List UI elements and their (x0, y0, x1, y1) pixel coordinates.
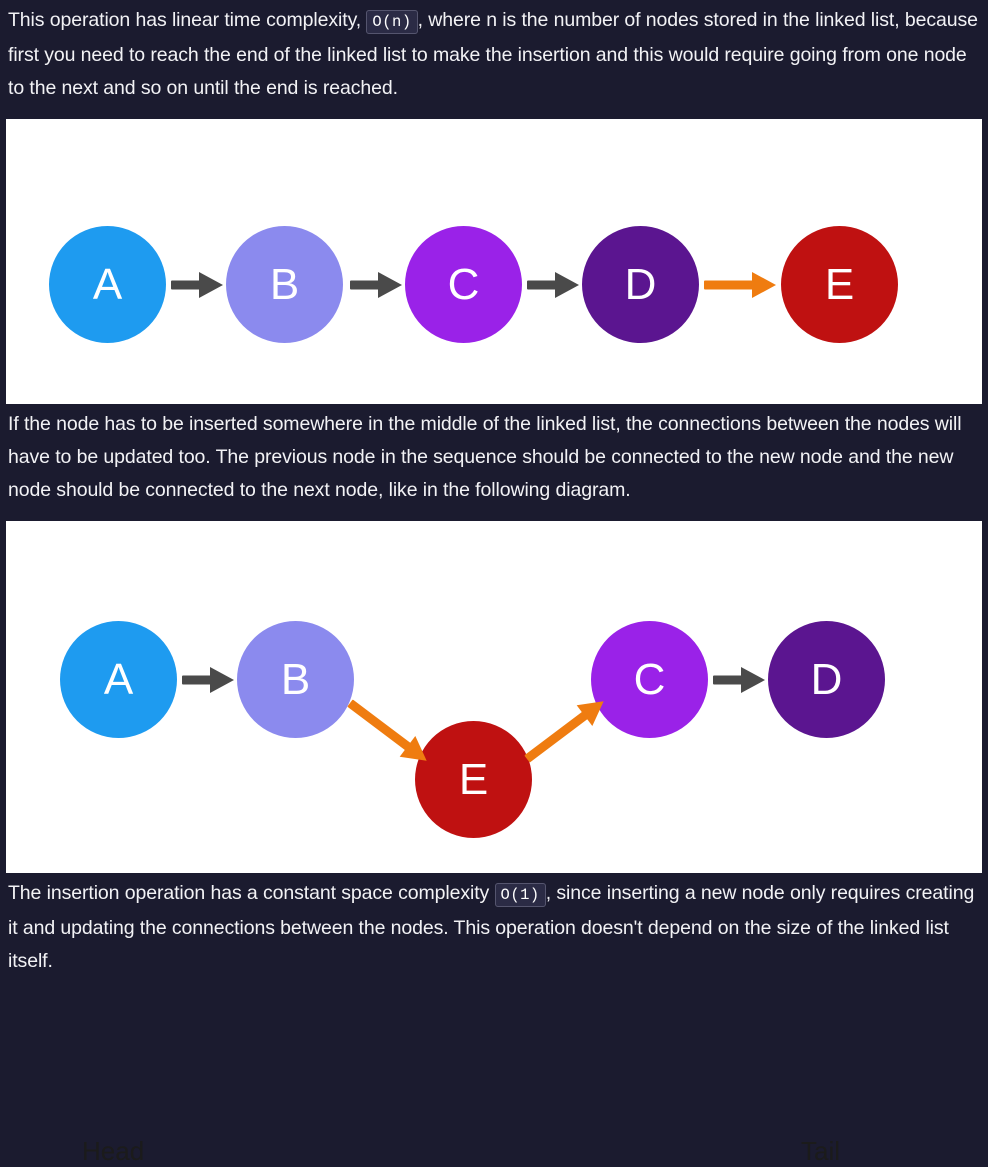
paragraph-time-complexity (0, 0, 988, 107)
inline-code-o-n: O(n) (366, 10, 417, 34)
inline-code-o-1: O(1) (495, 883, 546, 907)
figure2-node-d: D (768, 621, 885, 738)
paragraph-space-complexity (0, 873, 988, 980)
paragraph-1-text-after: , where n is the number of nodes stored in the linked list, because first you need to reach the end of the linked list to make the insertion and this would require going from one node to the next and so on until the end is reached. (8, 9, 978, 99)
figure2-head-label: Head (82, 1136, 145, 1166)
paragraph-1-text-before: This operation has linear time complexity, (8, 9, 367, 31)
paragraph-3-text-after: , since inserting a new node only requires creating it and updating the connections between the nodes. This operation doesn't depend on the size of the linked list itself. (8, 882, 975, 972)
figure1-node-e: E (781, 226, 898, 343)
figure2-node-c: C (591, 621, 708, 738)
figure1-node-b: B (226, 226, 343, 343)
figure1-node-c: C (405, 226, 522, 343)
figure2-node-a: A (60, 621, 177, 738)
figure1-node-a: A (49, 226, 166, 343)
figure2-node-e: E (415, 721, 532, 838)
figure-linked-list-append (6, 119, 982, 404)
figure2-arrow-e-c-highlight (527, 700, 605, 759)
figure1-node-d: D (582, 226, 699, 343)
figure2-node-b: B (237, 621, 354, 738)
figure2-arrow-b-e-highlight (350, 703, 428, 762)
paragraph-3-text-before: The insertion operation has a constant space complexity (8, 882, 495, 904)
figure2-tail-label: Tail (801, 1136, 841, 1166)
paragraph-middle-insertion: If the node has to be inserted somewhere in the middle of the linked list, the connections between the nodes will have to be updated too. The previous node in the sequence should be connected to the new node and the new node should be connected to the next node, like in the following diagram. (8, 413, 962, 501)
